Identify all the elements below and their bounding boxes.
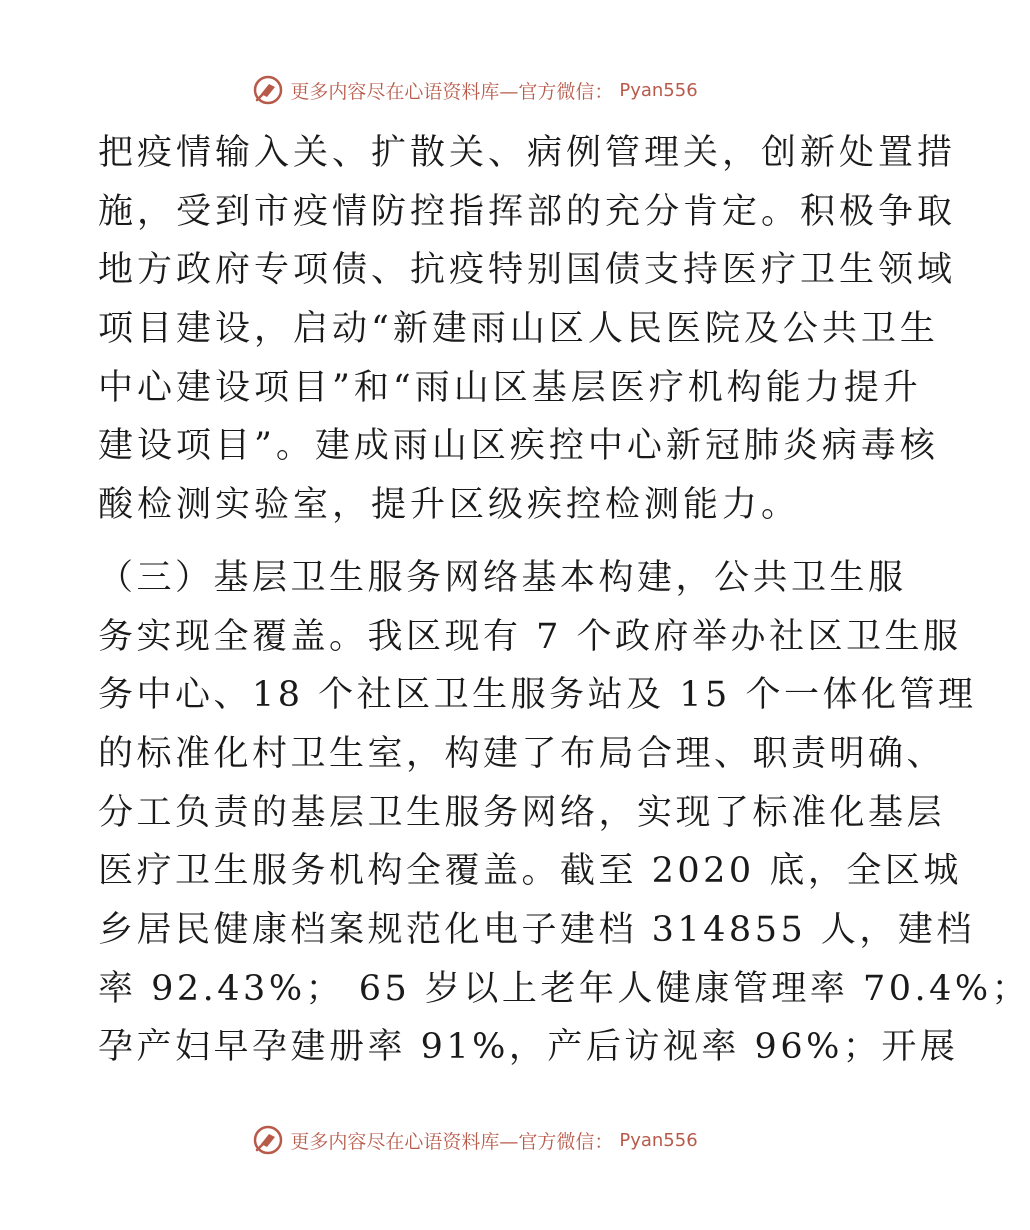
text-line: 中心建设项目”和“雨山区基层医疗机构能力提升 bbox=[98, 367, 922, 408]
text-line: 地方政府专项债、抗疫特别国债支持医疗卫生领域 bbox=[98, 250, 957, 291]
document-body bbox=[98, 124, 1030, 1077]
footer-watermark-handle: Pyan556 bbox=[619, 1129, 698, 1151]
header-watermark-text: 更多内容尽在心语资料库—官方微信： bbox=[290, 80, 614, 103]
text-line: 乡居民健康档案规范化电子建档 314855 人，建档 bbox=[98, 909, 975, 950]
text-line: 率 92.43%； 65 岁以上老年人健康管理率 70.4%； bbox=[98, 968, 1030, 1009]
text-line: 酸检测实验室，提升区级疾控检测能力。 bbox=[98, 485, 801, 526]
text-line: （三）基层卫生服务网络基本构建，公共卫生服 bbox=[98, 557, 907, 598]
text-line: 的标准化村卫生室，构建了布局合理、职责明确、 bbox=[98, 733, 946, 774]
footer-watermark bbox=[0, 1124, 950, 1156]
text-line: 孕产妇早孕建册率 91%，产后访视率 96%；开展 bbox=[98, 1027, 959, 1068]
watermark-logo-icon bbox=[252, 1124, 284, 1156]
text-line: 项目建设，启动“新建雨山区人民医院及公共卫生 bbox=[98, 309, 939, 350]
watermark-logo-icon bbox=[252, 74, 284, 106]
text-line: 把疫情输入关、扩散关、病例管理关，创新处置措 bbox=[98, 133, 957, 173]
footer-watermark-text: 更多内容尽在心语资料库—官方微信： bbox=[290, 1130, 614, 1153]
text-line: 务中心、18 个社区卫生服务站及 15 个一体化管理 bbox=[98, 675, 977, 716]
text-line: 建设项目”。建成雨山区疾控中心新冠肺炎病毒核 bbox=[98, 426, 939, 467]
header-watermark bbox=[0, 74, 950, 106]
text-line: 分工负责的基层卫生服务网络，实现了标准化基层 bbox=[98, 792, 946, 833]
text-line: 医疗卫生服务机构全覆盖。截至 2020 底，全区城 bbox=[98, 851, 962, 892]
text-line: 务实现全覆盖。我区现有 7 个政府举办社区卫生服 bbox=[98, 616, 962, 657]
text-line: 施，受到市疫情防控指挥部的充分肯定。积极争取 bbox=[98, 191, 957, 232]
paragraph-1 bbox=[98, 124, 957, 535]
paragraph-2 bbox=[98, 549, 1030, 1077]
header-watermark-handle: Pyan556 bbox=[619, 79, 698, 101]
